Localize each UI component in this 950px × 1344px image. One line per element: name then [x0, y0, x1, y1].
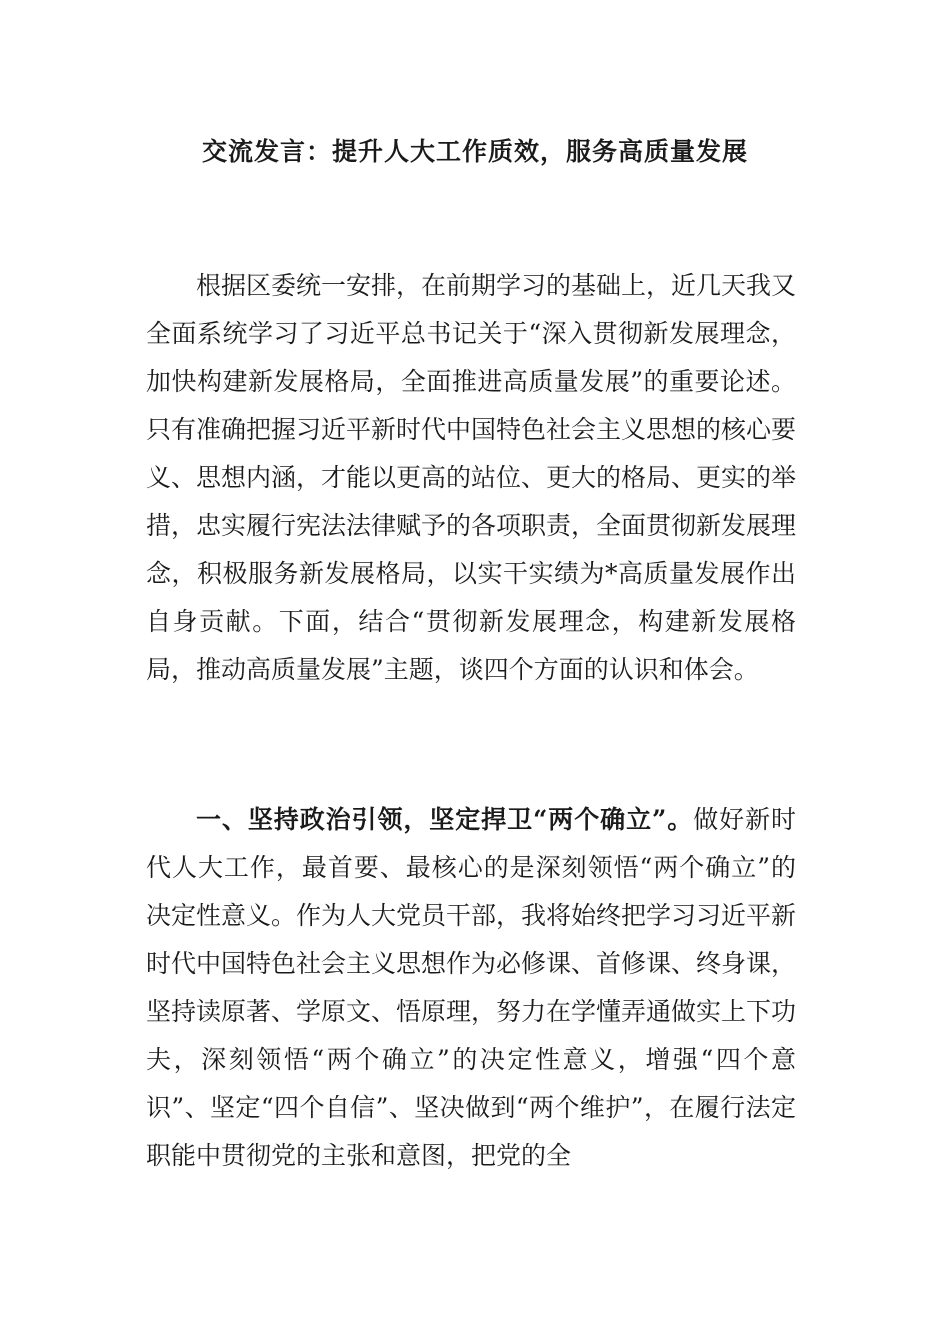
section-text-1: 做好新时代人大工作，最首要、最核心的是深刻领悟“两个确立”的决定性意义。作为人大党员干部，我将始终把学习习近平新时代中国特色社会主义思想作为必修课、首修课、终身课，坚持读原著、学原文、悟原理，努力在学懂弄通做实上下功夫，深刻领悟“两个确立”的决定性意义，增强“四个意识”、坚定“四个自信”、坚决做到“两个维护”，在履行法定职能中贯彻党的主张和意图，把党的全 — [146, 805, 797, 1170]
paragraph-section-1 — [146, 796, 796, 1180]
body-section-intro — [146, 262, 796, 694]
document-title: 交流发言：提升人大工作质效，服务高质量发展 — [201, 137, 748, 166]
paragraph-intro: 根据区委统一安排，在前期学习的基础上，近几天我又全面系统学习了习近平总书记关于“深入贯彻新发展理念，加快构建新发展格局，全面推进高质量发展”的重要论述。只有准确把握习近平新时代中国特色社会主义思想的核心要义、思想内涵，才能以更高的站位、更大的格局、更实的举措，忠实履行宪法法律赋予的各项职责，全面贯彻新发展理念，积极服务新发展格局，以实干实绩为*高质量发展作出自身贡献。下面，结合“贯彻新发展理念，构建新发展格局，推动高质量发展”主题，谈四个方面的认识和体会。 — [146, 271, 797, 684]
section-heading-1: 一、坚持政治引领，坚定捍卫“两个确立”。 — [196, 805, 694, 834]
body-section-1 — [146, 796, 796, 1180]
